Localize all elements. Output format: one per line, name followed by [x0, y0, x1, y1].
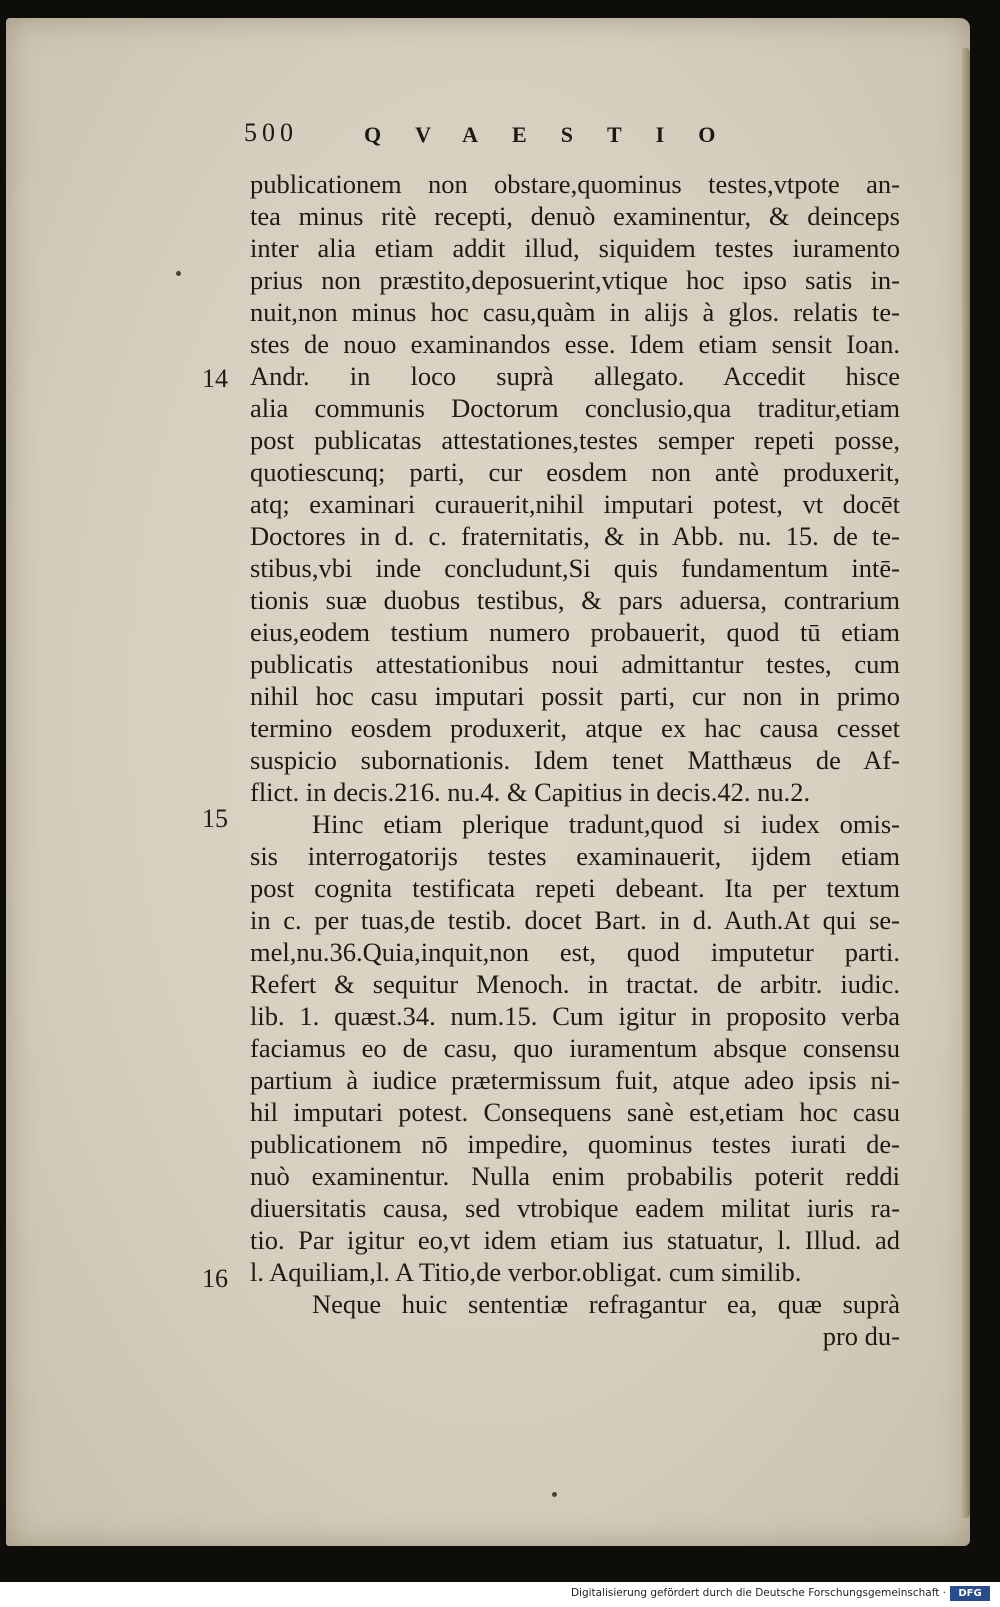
ink-speck	[552, 1492, 557, 1497]
text-line: partium à iudice prætermissum fuit, atque adeo ipsis ni-	[250, 1065, 900, 1095]
text-line: nihil hoc casu imputari possit parti, cur non in primo	[250, 681, 900, 711]
text-line: post cognita testificata repeti debeant. Ita per textum	[250, 873, 900, 903]
text-line: eius,eodem testium numero probauerit, quod tū etiam	[250, 617, 900, 647]
page-number: 500	[244, 118, 298, 147]
text-line: alia communis Doctorum conclusio,qua traditur,etiam	[250, 393, 900, 423]
text-line: termino eosdem produxerit, atque ex hac causa cesset	[250, 713, 900, 743]
margin-number-15: 15	[202, 804, 228, 833]
text-line: quotiescunq; parti, cur eosdem non antè produxerit,	[250, 457, 900, 487]
text-line: tea minus ritè recepti, denuò examinentur, & deinceps	[250, 201, 900, 231]
text-line: lib. 1. quæst.34. num.15. Cum igitur in proposito verba	[250, 1001, 900, 1031]
text-line: stibus,vbi inde concludunt,Si quis fundamentum intē-	[250, 553, 900, 583]
catchword: pro du-	[822, 1321, 900, 1351]
text-line: Hinc etiam plerique tradunt,quod si iudex omis-	[312, 809, 900, 839]
text-line: nuit,non minus hoc casu,quàm in alijs à glos. relatis te-	[250, 297, 900, 327]
text-line: sis interrogatorijs testes examinauerit, ijdem etiam	[250, 841, 900, 871]
ink-speck	[176, 271, 181, 276]
text-line: hil imputari potest. Consequens sanè est,etiam hoc casu	[250, 1097, 900, 1127]
text-line: prius non præstito,deposuerint,vtique hoc ipso satis in-	[250, 265, 900, 295]
text-line: suspicio subornationis. Idem tenet Matthæus de Af-	[250, 745, 900, 775]
text-line: tio. Par igitur eo,vt idem etiam ius statuatur, l. Illud. ad	[250, 1225, 900, 1255]
text-line: Andr. in loco suprà allegato. Accedit hisce	[250, 361, 900, 391]
margin-number-14: 14	[202, 364, 228, 393]
dfg-logo: DFG	[950, 1586, 990, 1601]
text-line: flict. in decis.216. nu.4. & Capitius in decis.42. nu.2.	[250, 777, 811, 807]
text-line: in c. per tuas,de testib. docet Bart. in d. Auth.At qui se-	[250, 905, 900, 935]
text-line: Refert & sequitur Menoch. in tractat. de arbitr. iudic.	[250, 969, 900, 999]
margin-number-16: 16	[202, 1264, 228, 1293]
text-line: inter alia etiam addit illud, siquidem testes iuramento	[250, 233, 900, 263]
text-line: nuò examinentur. Nulla enim probabilis poterit reddi	[250, 1161, 900, 1191]
text-line: Neque huic sententiæ refragantur ea, quæ suprà	[312, 1289, 900, 1319]
text-line: publicationem nō impedire, quominus testes iurati de-	[250, 1129, 900, 1159]
funding-credit: Digitalisierung gefördert durch die Deutsche Forschungsgemeinschaft ·	[570, 1587, 946, 1599]
text-line: post publicatas attestationes,testes semper repeti posse,	[250, 425, 900, 455]
text-line: tionis suæ duobus testibus, & pars aduersa, contrarium	[250, 585, 900, 615]
text-line: faciamus eo de casu, quo iuramentum absque consensu	[250, 1033, 900, 1063]
text-line: Doctores in d. c. fraternitatis, & in Abb. nu. 15. de te-	[250, 521, 900, 551]
text-line: publicationem non obstare,quominus testes,vtpote an-	[250, 169, 900, 199]
running-title: QVAESTIO	[364, 122, 750, 147]
text-line: publicatis attestationibus noui admittantur testes, cum	[250, 649, 900, 679]
text-line: l. Aquiliam,l. A Titio,de verbor.obligat. cum similib.	[250, 1257, 802, 1287]
text-line: diuersitatis causa, sed vtrobique eadem militat iuris ra-	[250, 1193, 900, 1223]
page-edge	[962, 48, 970, 1518]
footer-bar	[0, 1582, 1000, 1607]
page-header	[244, 118, 804, 148]
text-line: atq; examinari curauerit,nihil imputari potest, vt docēt	[250, 489, 900, 519]
text-line: stes de nouo examinandos esse. Idem etiam sensit Ioan.	[250, 329, 900, 359]
text-line: mel,nu.36.Quia,inquit,non est, quod imputetur parti.	[250, 937, 900, 967]
